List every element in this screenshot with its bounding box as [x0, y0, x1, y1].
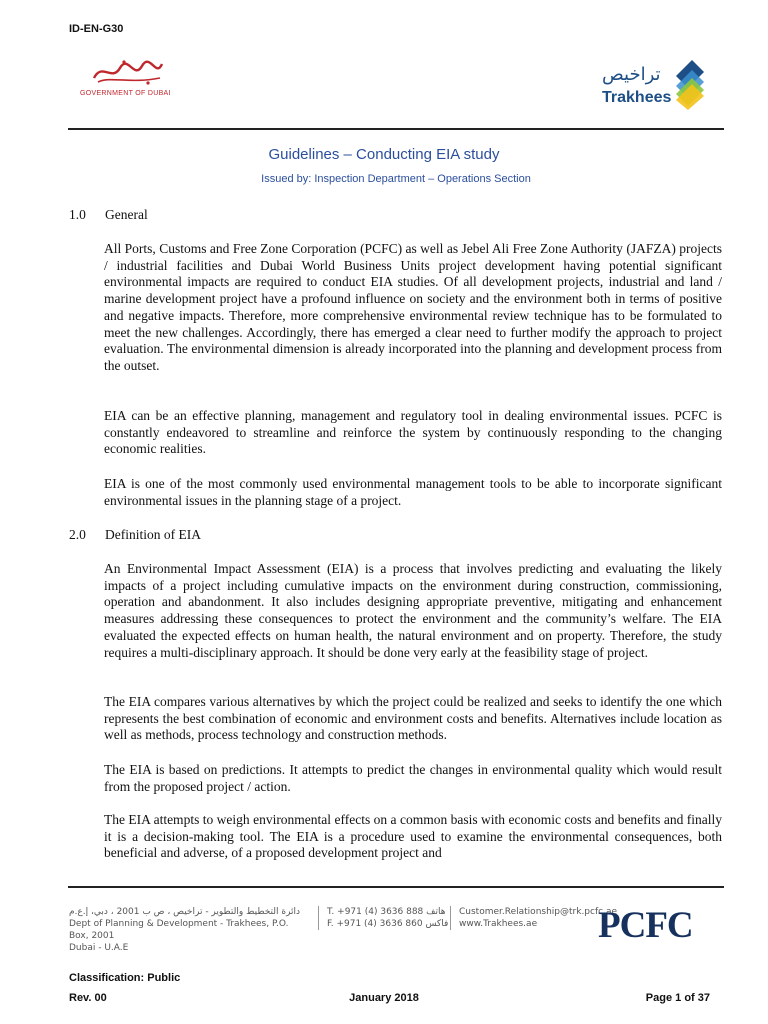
- document-id: ID-EN-G30: [69, 23, 124, 35]
- header-divider: [68, 128, 724, 130]
- section-heading-definition: [69, 527, 201, 543]
- paragraph: EIA is one of the most commonly used environmental management tools to be able to incorporate significant environmental issues in the planning stage of a project.: [104, 476, 722, 508]
- paragraph: The EIA attempts to weigh environmental effects on a common basis with economic costs and benefits and finally it is a decision-making tool. The EIA is a procedure used to examine the environmental consequences, both beneficial and adverse, of a proposed development project and: [104, 812, 722, 861]
- paragraph: An Environmental Impact Assessment (EIA) is a process that involves predicting and evaluating the likely impacts of a project including cumulative impacts on the environment during construction, commissioning, operation and abandonment. It also includes designing appropriate preventive, mitigating and enhancement measures addressing these consequences to protect the environment and the community’s welfare. The EIA evaluated the expected effects on human health, the natural environment and on property. Therefore, the study requires a multi-disciplinary approach. It should be done very early at the feasibility stage of project.: [104, 561, 722, 660]
- page-number: Page 1 of 37: [645, 992, 710, 1004]
- footer-contact-online: [450, 906, 617, 930]
- footer-address: [69, 906, 305, 954]
- section-heading-general: [69, 207, 148, 223]
- fax-number: F. +971 (4) 3636 860 فاكس: [327, 919, 449, 929]
- document-title: Guidelines – Conducting EIA study: [268, 146, 500, 163]
- section-title: Definition of EIA: [105, 527, 201, 542]
- trakhees-label: Trakhees: [602, 89, 672, 106]
- section-title: General: [105, 207, 148, 222]
- paragraph: All Ports, Customs and Free Zone Corporation (PCFC) as well as Jebel Ali Free Zone Authority (JAFZA) projects / industrial facilities and Dubai World Business Units project development having potential significant environmental impacts are required to conduct EIA studies. Of all development projects, industrial and land / marine development project have a profound influence on society and the environment both in terms of positive and negative impacts. Therefore, more comprehensive environmental review technique has to be formulated to meet the new challenges. Accordingly, there has emerged a clear need to further modify the approach to project evaluation. The environmental dimension is already incorporated into the planning and development process from the outset.: [104, 241, 722, 373]
- paragraph: The EIA compares various alternatives by which the project could be realized and seeks to identify the one which represents the best combination of economic and environment costs and benefits. Alternatives include location as well as methods, process technology and construction methods.: [104, 694, 722, 743]
- government-of-dubai-label: GOVERNMENT OF DUBAI: [80, 90, 171, 97]
- government-of-dubai-logo: [80, 58, 180, 102]
- footer-divider: [68, 886, 724, 888]
- trakhees-arabic-label: تراخيص: [602, 64, 661, 85]
- section-number: 1.0: [69, 207, 86, 222]
- website-link[interactable]: www.Trakhees.ae: [459, 919, 538, 929]
- address-english: Dept of Planning & Development - Trakhees, P.O. Box, 2001: [69, 919, 289, 941]
- pcfc-logo: PCFC: [598, 905, 693, 946]
- paragraph: The EIA is based on predictions. It attempts to predict the changes in environmental quality which would result from the proposed project / action.: [104, 762, 722, 794]
- revision-label: Rev. 00: [69, 992, 107, 1004]
- trakhees-mark-icon: [672, 56, 708, 110]
- trakhees-logo: [600, 56, 710, 112]
- document-subtitle: Issued by: Inspection Department – Operations Section: [261, 173, 531, 185]
- address-city: Dubai - U.A.E: [69, 943, 129, 953]
- paragraph: EIA can be an effective planning, management and regulatory tool in dealing environmental issues. PCFC is constantly endeavored to streamline and reinforce the system by continuously responding to the changing economic realities.: [104, 408, 722, 457]
- phone-number: T. +971 (4) 3636 888 هاتف: [327, 907, 446, 917]
- classification-label: Classification: Public: [69, 972, 181, 984]
- section-number: 2.0: [69, 527, 86, 542]
- email-link[interactable]: Customer.Relationship@trk.pcfc.ae: [459, 907, 617, 917]
- dubai-calligraphy-icon: [90, 58, 166, 86]
- address-arabic: دائرة التخطيط والتطوير - تراخيص ، ص ب 2001 ، دبي، إ.ع.م: [69, 907, 301, 917]
- footer-contact-numbers: [318, 906, 453, 930]
- date-label: January 2018: [349, 992, 419, 1004]
